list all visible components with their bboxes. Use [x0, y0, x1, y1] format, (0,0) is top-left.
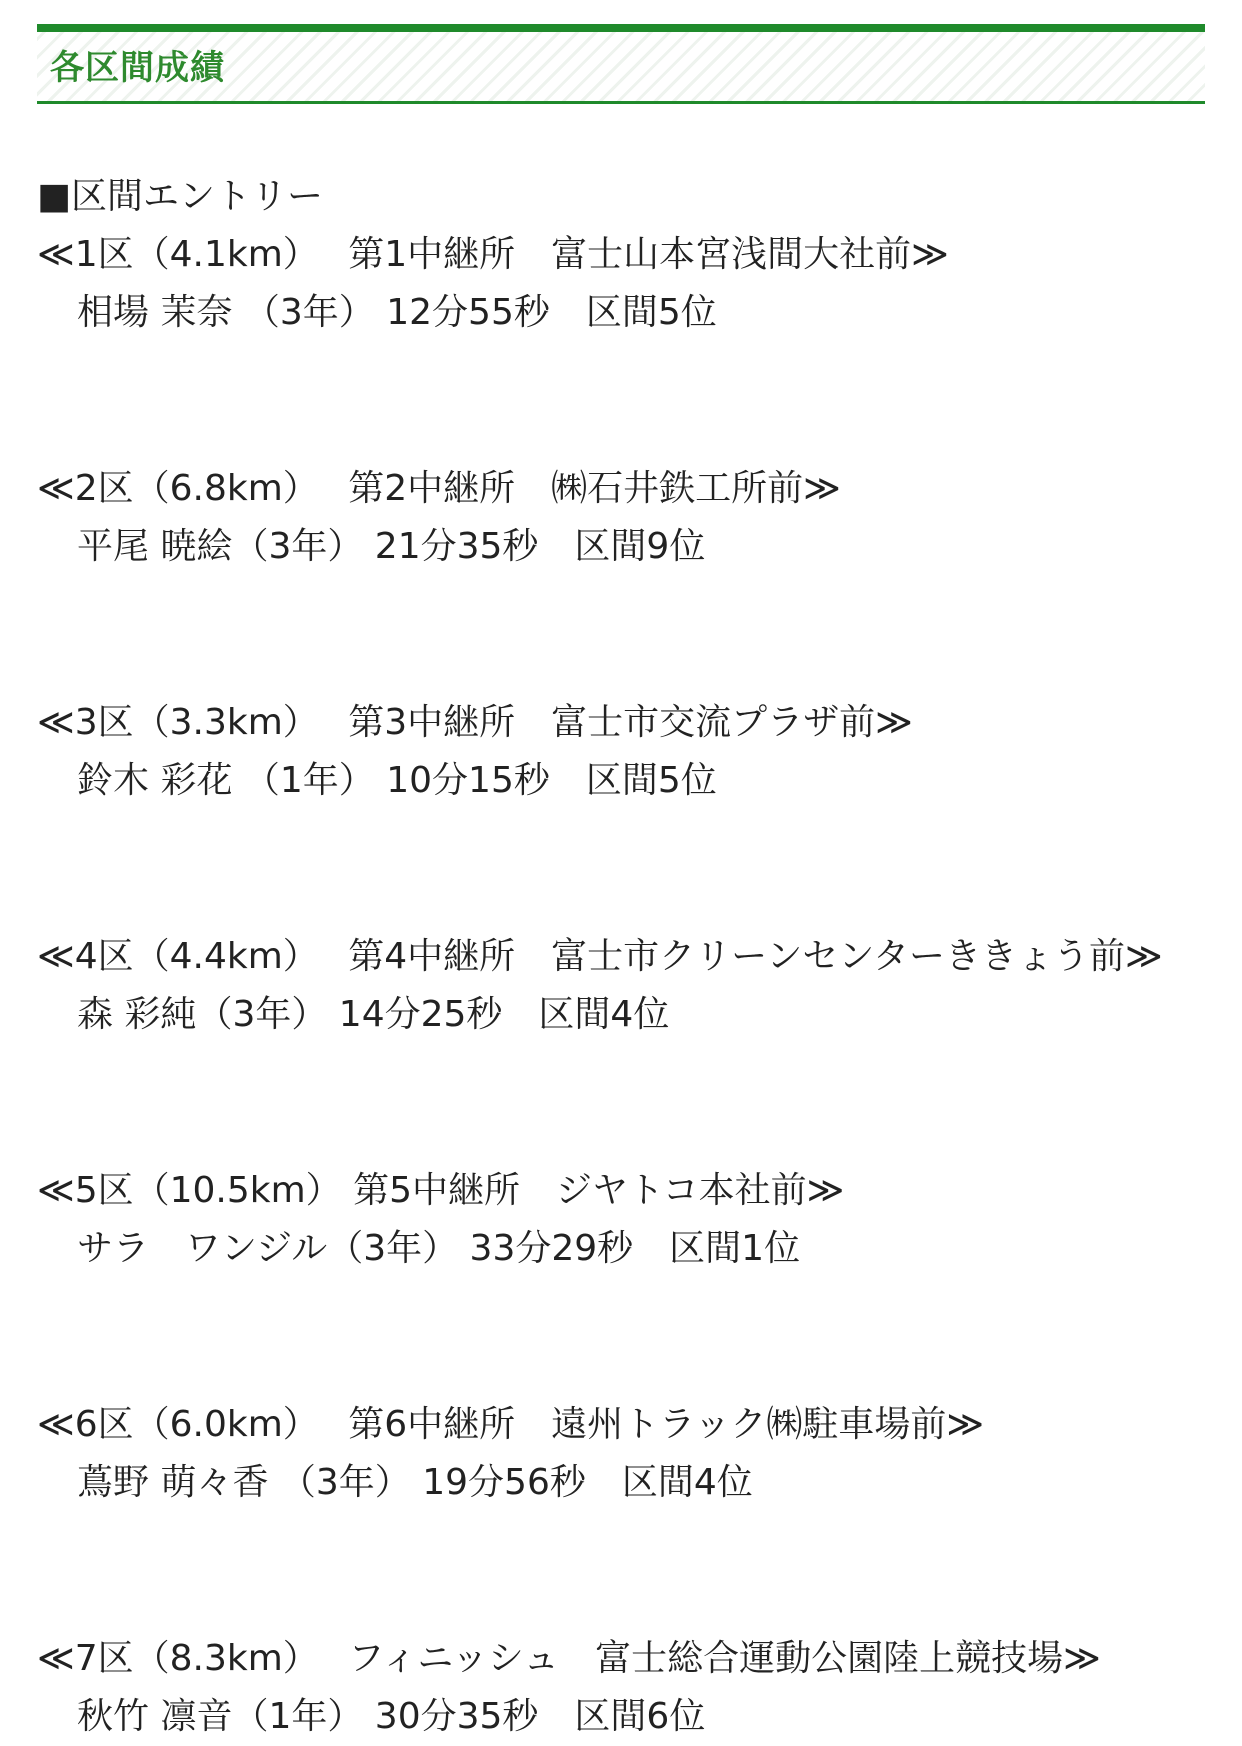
entry-runner-result: 鈴木 彩花 （1年） 10分15秒 区間5位	[77, 760, 717, 801]
entry-runner-result: 秋竹 凛音（1年） 30分35秒 区間6位	[77, 1696, 706, 1737]
entry-leg-2	[37, 460, 1207, 576]
entry-leg-1	[37, 226, 1207, 342]
entry-runner-result: 相場 茉奈 （3年） 12分55秒 区間5位	[77, 292, 717, 333]
entry-runner-result: 森 彩純（3年） 14分25秒 区間4位	[77, 994, 670, 1035]
entry-leg-7	[37, 1630, 1207, 1746]
section-header	[37, 24, 1205, 104]
entry-leg-header: ≪2区（6.8km） 第2中継所 ㈱石井鉄工所前≫	[37, 468, 841, 509]
entry-leg-5	[37, 1162, 1207, 1278]
entry-leg-6	[37, 1396, 1207, 1512]
entry-runner-result: サラ ワンジル（3年） 33分29秒 区間1位	[77, 1228, 801, 1269]
entries-list	[37, 168, 1207, 1746]
entry-leg-header: ≪7区（8.3km） フィニッシュ 富士総合運動公園陸上競技場≫	[37, 1638, 1101, 1679]
entry-runner-result: 平尾 暁絵（3年） 21分35秒 区間9位	[77, 526, 706, 567]
entry-runner-result: 蔦野 萌々香 （3年） 19分56秒 区間4位	[77, 1462, 753, 1503]
entries-heading: ■区間エントリー	[37, 176, 324, 217]
entry-leg-header: ≪3区（3.3km） 第3中継所 富士市交流プラザ前≫	[37, 702, 913, 743]
entry-leg-header: ≪4区（4.4km） 第4中継所 富士市クリーンセンターききょう前≫	[37, 936, 1163, 977]
entry-leg-header: ≪6区（6.0km） 第6中継所 遠州トラック㈱駐車場前≫	[37, 1404, 985, 1445]
entry-leg-3	[37, 694, 1207, 810]
entry-leg-4	[37, 928, 1207, 1044]
entry-leg-header: ≪1区（4.1km） 第1中継所 富士山本宮浅間大社前≫	[37, 234, 949, 275]
section-title: 各区間成績	[50, 48, 225, 88]
entry-leg-header: ≪5区（10.5km） 第5中継所 ジヤトコ本社前≫	[37, 1170, 845, 1211]
